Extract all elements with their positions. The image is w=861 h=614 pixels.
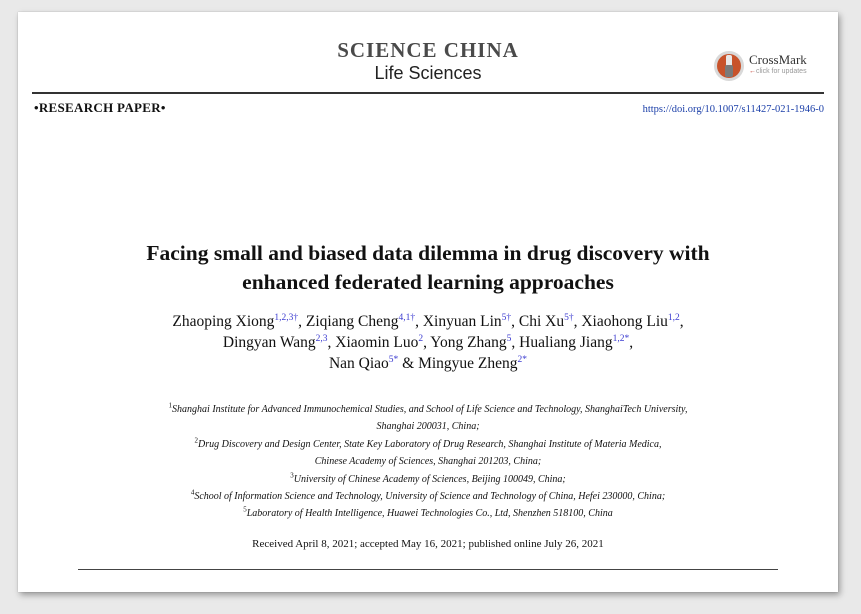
author-affiliation-marker: 1,2,3† [274, 312, 299, 323]
title-line-2: enhanced federated learning approaches [242, 270, 614, 294]
author-affiliation-marker: 5* [388, 354, 399, 365]
author-separator: , [511, 313, 519, 330]
author-separator: , [629, 334, 634, 351]
author-affiliation-marker: 2* [517, 354, 528, 365]
author-separator: & [398, 355, 419, 372]
author-affiliation-marker: 2 [418, 333, 424, 344]
affiliation-text: Laboratory of Health Intelligence, Huawei Technologies Co., Ltd, Shenzhen 518100, China [246, 508, 613, 520]
author-name: Hualiang Jiang [519, 334, 613, 351]
author-separator: , [298, 313, 306, 330]
affiliation-line [38, 453, 818, 470]
affiliation-text: Chinese Academy of Sciences, Shanghai 201203, China; [314, 456, 542, 468]
affiliation-line [38, 436, 818, 453]
affiliation-text: Shanghai 200031, China; [376, 421, 480, 433]
affiliation-line [38, 505, 818, 522]
author-name: Xiaomin Luo [335, 334, 419, 351]
author-separator: , [511, 334, 520, 351]
paper-page [18, 12, 838, 592]
author-name: Xiaohong Liu [581, 313, 668, 330]
affiliation-line [38, 471, 818, 488]
header-rule [32, 92, 824, 94]
author-name: Zhaoping Xiong [172, 313, 275, 330]
journal-subtitle: Life Sciences [374, 63, 482, 83]
affiliation-line [38, 418, 818, 435]
author-name: Ziqiang Cheng [305, 313, 399, 330]
author-name: Mingyue Zheng [418, 355, 518, 372]
affiliation-number: 2 [194, 436, 199, 445]
author-affiliation-marker: 1,2 [667, 312, 680, 323]
author-affiliation-marker: 5† [501, 312, 512, 323]
author-separator: , [415, 313, 423, 330]
crossmark-subtitle: ←click for updates [749, 68, 807, 75]
article-type: •RESEARCH PAPER• [34, 100, 166, 115]
affiliation-line [38, 401, 818, 418]
author-separator: , [423, 334, 431, 351]
author-name: Yong Zhang [430, 334, 507, 351]
affiliation-line [38, 488, 818, 505]
author-name: Dingyan Wang [222, 334, 316, 351]
affiliation-number: 3 [290, 471, 294, 480]
affiliation-text: University of Chinese Academy of Sciences, Beijing 100049, China; [293, 473, 566, 485]
author-separator: , [327, 334, 336, 351]
author-affiliation-marker: 5† [564, 312, 574, 323]
author-affiliation-marker: 1,2* [612, 333, 630, 344]
affiliation-number: 1 [168, 401, 173, 410]
affiliation-text: Shanghai Institute for Advanced Immunochemical Studies, and School of Life Science and Technology, ShanghaiTech University, [172, 404, 688, 415]
author-separator: , [679, 313, 684, 330]
author-affiliation-marker: 2,3 [315, 333, 328, 344]
crossmark-title: CrossMark [749, 52, 807, 67]
author-name: Chi Xu [518, 313, 565, 330]
doi-link[interactable]: https://doi.org/10.1007/s11427-021-1946-0 [642, 104, 824, 115]
affiliation-number: 5 [243, 506, 247, 515]
crossmark-subtitle-text: click for updates [756, 68, 807, 75]
footer-rule [78, 569, 778, 570]
author-separator: , [573, 313, 582, 330]
affiliation-text: Drug Discovery and Design Center, State Key Laboratory of Drug Research, Shanghai Institute of Materia Medica, [198, 438, 662, 450]
author-affiliation-marker: 5 [506, 333, 512, 344]
journal-name: SCIENCE CHINA [337, 38, 519, 62]
author-name: Nan Qiao [328, 355, 389, 372]
author-list [78, 311, 778, 374]
affiliation-text: School of Information Science and Technology, University of Science and Technology of China, Hefei 230000, China; [194, 491, 666, 503]
author-affiliation-marker: 4,1† [398, 312, 416, 323]
author-name: Xinyuan Lin [422, 313, 502, 330]
crossmark-badge[interactable] [713, 50, 843, 82]
affiliation-number: 4 [190, 488, 195, 497]
affiliation-list [38, 401, 818, 523]
received-dates: Received April 8, 2021; accepted May 16, 2021; published online July 26, 2021 [252, 538, 604, 550]
crossmark-icon [713, 50, 745, 82]
paper-title [58, 239, 798, 297]
title-line-1: Facing small and biased data dilemma in drug discovery with [146, 241, 710, 265]
